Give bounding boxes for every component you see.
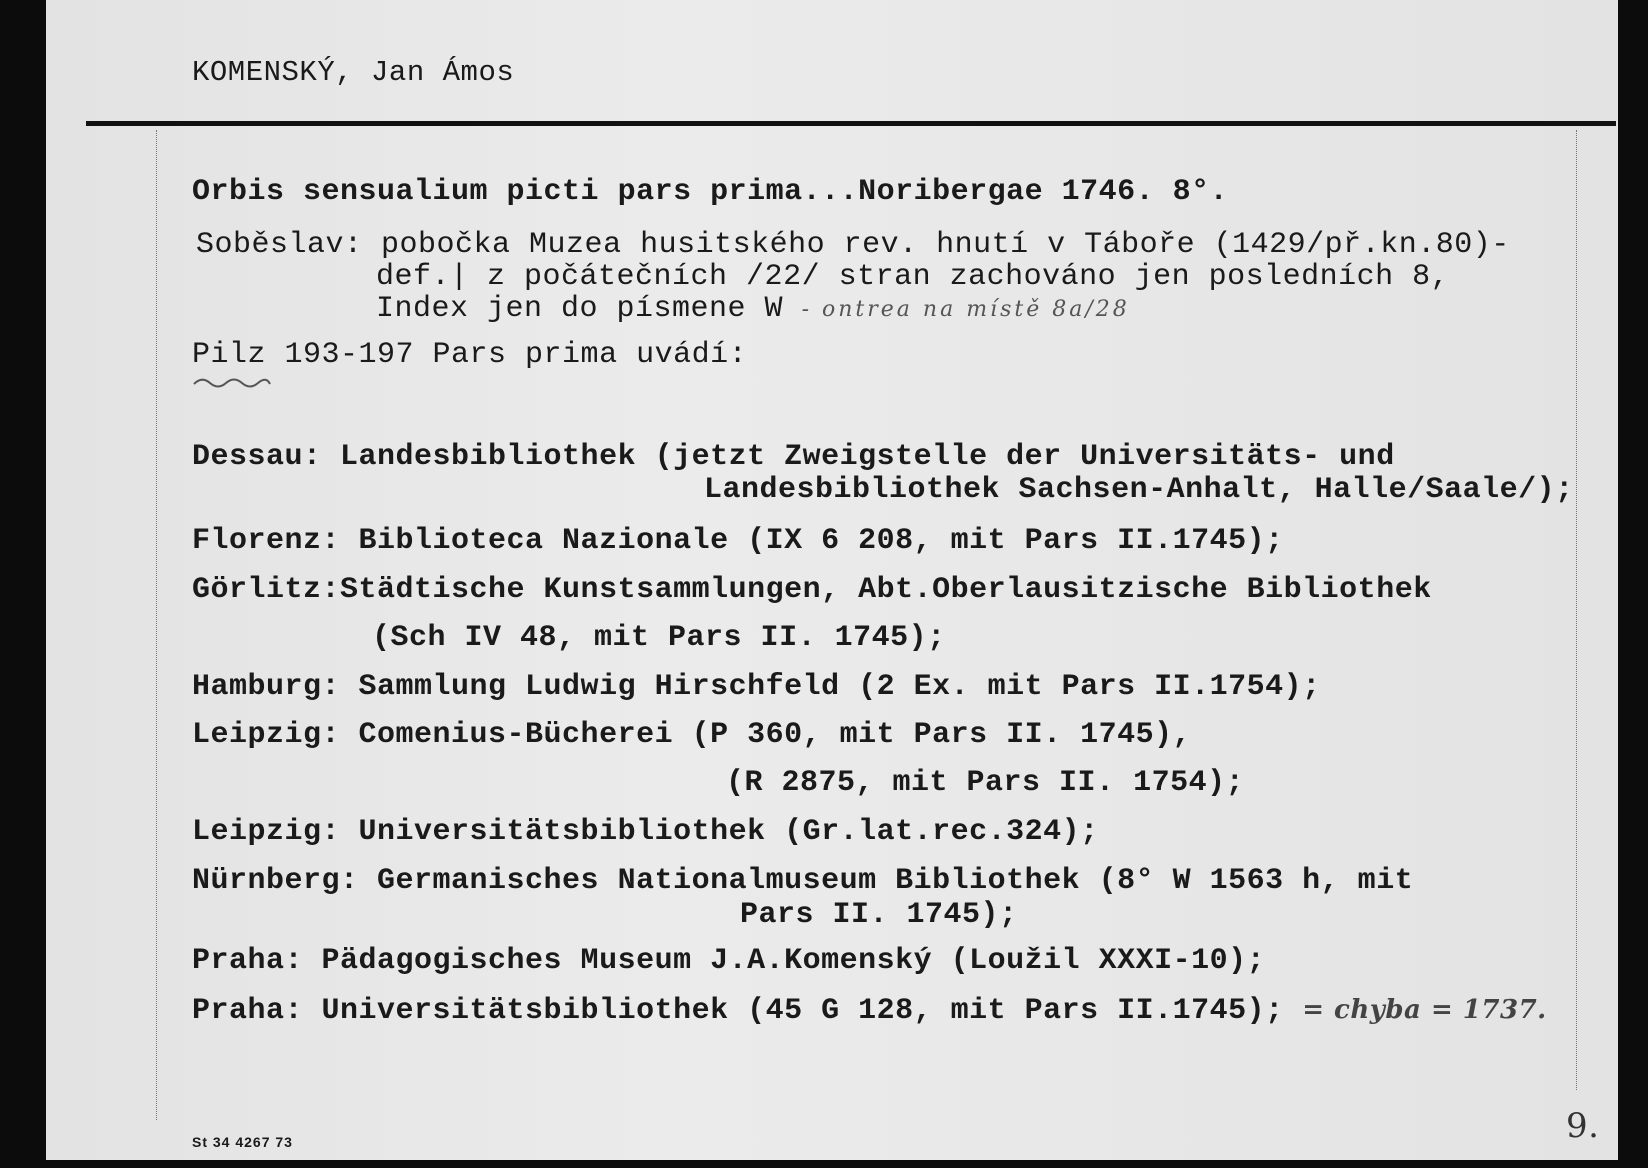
holding-entry: Görlitz:Städtische Kunstsammlungen, Abt.Oberlausitzische Bibliothek — [192, 573, 1432, 607]
holding-entry: Praha: Pädagogisches Museum J.A.Komenský (Loužil XXXI-10); — [192, 944, 1266, 978]
print-code: St 34 4267 73 — [192, 1134, 293, 1150]
location-line-3 — [376, 292, 1130, 326]
holding-entry-text: Praha: Universitätsbibliothek (45 G 128, mit Pars II.1745); — [192, 994, 1284, 1028]
holding-entry: Landesbibliothek Sachsen-Anhalt, Halle/Saale/); — [704, 473, 1574, 507]
holding-entry-last — [192, 994, 1547, 1028]
location-line-1: Soběslav: pobočka Muzea husitského rev. hnutí v Táboře (1429/př.kn.80)- — [196, 228, 1510, 262]
card-heading: KOMENSKÝ, Jan Ámos — [192, 56, 515, 89]
page-mark: 9. — [1566, 1106, 1600, 1146]
holding-entry: (R 2875, mit Pars II. 1754); — [726, 766, 1245, 800]
holding-entry: Pars II. 1745); — [740, 898, 1018, 932]
holding-entry: Nürnberg: Germanisches Nationalmuseum Bibliothek (8° W 1563 h, mit — [192, 864, 1414, 898]
right-margin-line — [1576, 130, 1577, 1090]
heading-rule — [86, 121, 1616, 126]
holding-entry: Dessau: Landesbibliothek (jetzt Zweigstelle der Universitäts- und — [192, 440, 1395, 474]
left-margin-line — [156, 130, 157, 1120]
holding-entry: Hamburg: Sammlung Ludwig Hirschfeld (2 Ex. mit Pars II.1754); — [192, 670, 1321, 704]
handwritten-note-2: = chyba = 1737. — [1302, 995, 1547, 1025]
catalog-card — [46, 0, 1618, 1160]
book-title: Orbis sensualium picti pars prima...Noribergae 1746. 8°. — [192, 175, 1229, 209]
holding-entry: (Sch IV 48, mit Pars II. 1745); — [372, 621, 946, 655]
holding-entry: Leipzig: Universitätsbibliothek (Gr.lat.rec.324); — [192, 815, 1099, 849]
pilz-reference: Pilz 193-197 Pars prima uvádí: — [192, 338, 748, 372]
location-line-3-text: Index jen do písmene W — [376, 292, 784, 326]
holding-entry: Leipzig: Comenius-Bücherei (P 360, mit Pars II. 1745), — [192, 718, 1192, 752]
location-line-2: def.| z počátečních /22/ stran zachováno jen posledních 8, — [376, 260, 1450, 294]
holding-entry: Florenz: Biblioteca Nazionale (IX 6 208, mit Pars II.1745); — [192, 524, 1284, 558]
handwritten-note-1: - ontrea na místě 8a/28 — [801, 297, 1130, 322]
underline-mark — [192, 374, 272, 388]
